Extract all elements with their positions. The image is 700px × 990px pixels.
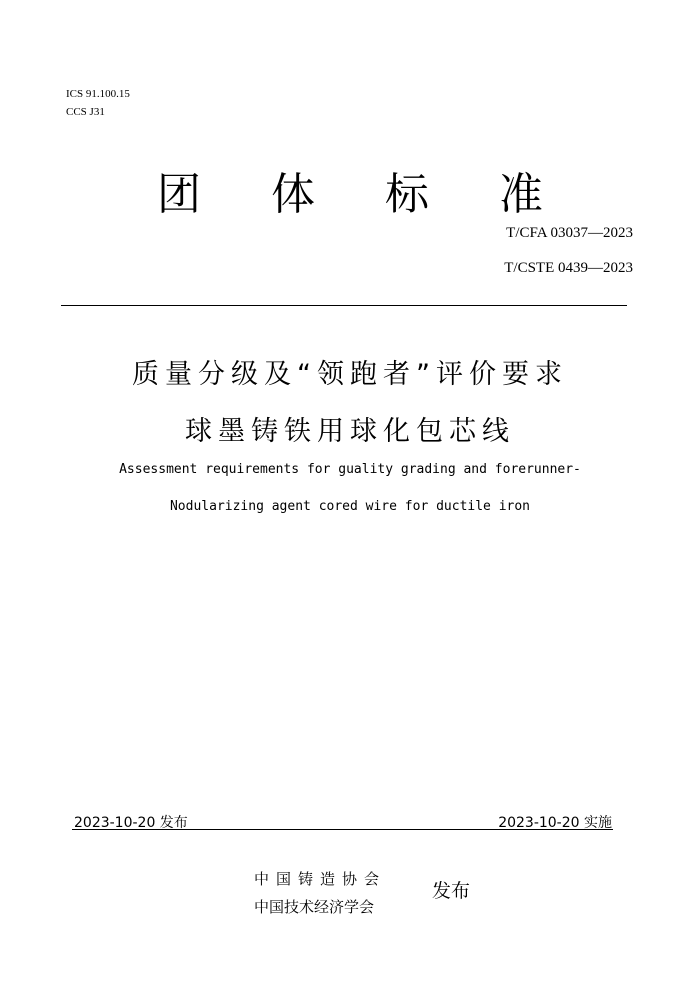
title-english-line1: Assessment requirements for guality grading and forerunner- (119, 462, 581, 477)
doc-type-char: 标 (385, 169, 429, 220)
doc-type-char: 团 (157, 169, 201, 220)
publisher-technology-economics-society: 中国技术经济学会 (254, 898, 375, 916)
standard-code-cste: T/CSTE 0439—2023 (504, 260, 633, 276)
publish-label: 发布 (432, 880, 471, 902)
doc-type-char: 准 (499, 169, 543, 220)
title-chinese-line1: 质量分级及“领跑者”评价要求 (132, 359, 568, 390)
ccs-code: CCS J31 (66, 106, 105, 118)
ics-code: ICS 91.100.15 (66, 88, 130, 100)
implementation-date: 2023-10-20 实施 (498, 815, 612, 831)
issue-date: 2023-10-20 发布 (74, 815, 188, 831)
standard-code-cfa: T/CFA 03037—2023 (506, 225, 633, 241)
bottom-divider (72, 829, 613, 830)
title-english-line2: Nodularizing agent cored wire for ductile iron (169, 499, 531, 514)
doc-type-char: 体 (271, 169, 315, 220)
publisher-foundry-association: 中国铸造协会 (254, 870, 387, 888)
title-chinese-line2: 球墨铸铁用球化包芯线 (185, 416, 515, 447)
top-divider (61, 305, 627, 306)
document-type-heading (0, 158, 700, 222)
